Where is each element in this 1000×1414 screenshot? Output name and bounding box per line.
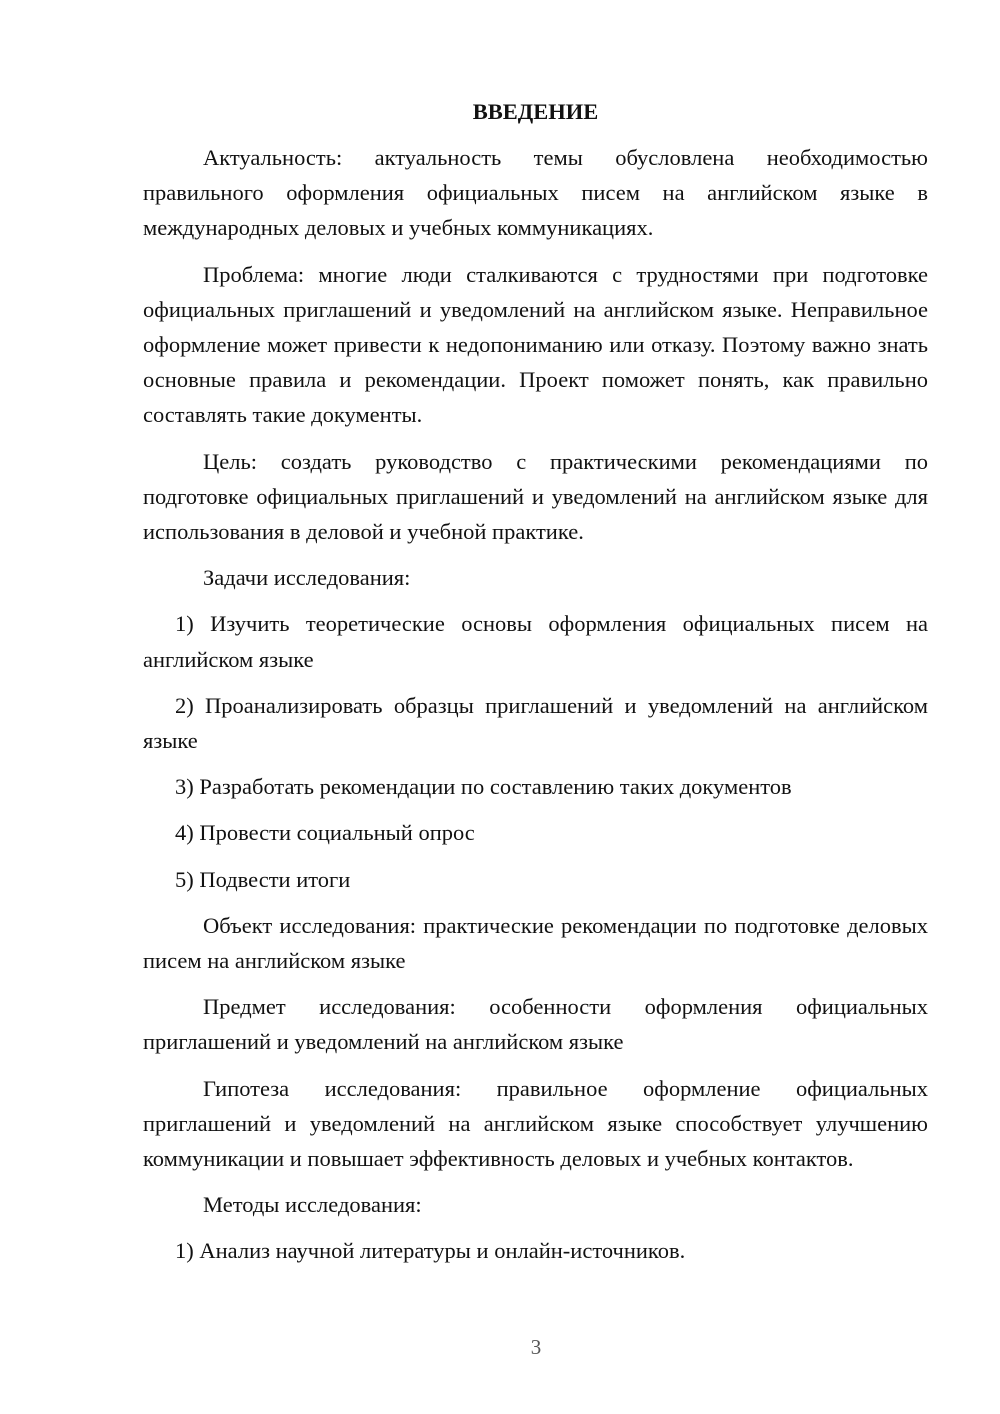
paragraph-object: Объект исследования: практические рекомендации по подготовке деловых писем на английском языке — [143, 912, 928, 974]
page-number: 3 — [530, 1335, 542, 1359]
list-item-task-1: 1) Изучить теоретические основы оформления официальных писем на английском языке — [143, 611, 928, 672]
paragraph-methods-heading: Методы исследования: — [203, 1192, 422, 1218]
paragraph-hypothesis: Гипотеза исследования: правильное оформление официальных приглашений и уведомлений на английском языке способствует улучшению коммуникации и повышает эффективность деловых и учебных контактов. — [143, 1075, 928, 1172]
list-item-task-3: 3) Разработать рекомендации по составлению таких документов — [175, 774, 792, 800]
section-heading: ВВЕДЕНИЕ — [472, 99, 599, 124]
paragraph-tasks-heading: Задачи исследования: — [203, 565, 411, 591]
paragraph-subject: Предмет исследования: особенности оформления официальных приглашений и уведомлений на английском языке — [143, 994, 928, 1055]
document-page — [143, 96, 928, 1269]
paragraph-problem: Проблема: многие люди сталкиваются с трудностями при подготовке официальных приглашений и уведомлений на английском языке. Неправильное оформление может привести к недопониманию или отказу. Поэтому важно знать основные правила и рекомендации. Проект поможет понять, как правильно составлять такие документы. — [143, 261, 928, 428]
paragraph-relevance: Актуальность: актуальность темы обусловлена необходимостью правильного оформления официальных писем на английском языке в международных деловых и учебных коммуникациях. — [143, 145, 928, 241]
list-item-task-4: 4) Провести социальный опрос — [175, 820, 475, 846]
list-item-task-2: 2) Проанализировать образцы приглашений и уведомлений на английском языке — [143, 692, 928, 754]
list-item-task-5: 5) Подвести итоги — [175, 866, 351, 892]
paragraph-goal: Цель: создать руководство с практическими рекомендациями по подготовке официальных приглашений и уведомлений на английском языке для использования в деловой и учебной практике. — [143, 448, 928, 545]
list-item-method-1: 1) Анализ научной литературы и онлайн-источников. — [175, 1238, 686, 1264]
